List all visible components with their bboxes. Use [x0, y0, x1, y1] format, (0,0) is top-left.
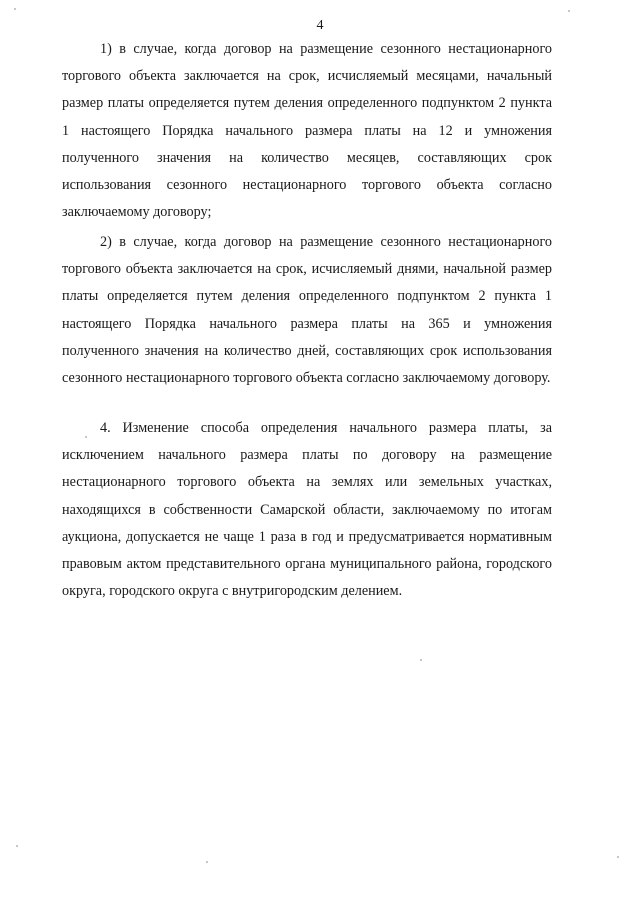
scan-speck	[420, 659, 422, 661]
scan-speck	[617, 856, 619, 858]
page-number: 4	[316, 18, 324, 33]
scan-speck	[206, 861, 208, 863]
paragraph-1: 1) в случае, когда договор на размещение сезонного нестационарного торгового объекта заключается на срок, исчисляемый месяцами, начальный размер платы определяется путем деления определенного подпунктом 2 пункта 1 настоящего Порядка начального размера платы на 12 и умножения полученного значения на количество месяцев, составляющих срок использования сезонного нестационарного торгового объекта согласно заключаемому договору;	[62, 41, 552, 221]
paragraph-1-block	[62, 36, 552, 226]
paragraph-2: 2) в случае, когда договор на размещение сезонного нестационарного торгового объекта заключается на срок, исчисляемый днями, начальной размер платы определяется путем деления определенного подпунктом 2 пункта 1 настоящего Порядка начального размера платы на 365 и умножения полученного значения на количество дней, составляющих срок использования сезонного нестационарного торгового объекта согласно заключаемому договору.	[62, 234, 552, 387]
paragraph-3-block	[62, 415, 552, 605]
paragraph-2-block	[62, 229, 552, 392]
scan-speck	[16, 845, 18, 847]
scan-speck	[568, 10, 570, 12]
scan-speck	[85, 436, 87, 438]
scan-speck	[14, 8, 16, 10]
paragraph-3: 4. Изменение способа определения начального размера платы, за исключением начального размера платы по договору на размещение нестационарного торгового объекта на землях или земельных участках, находящихся в собственности Самарской области, заключаемому по итогам аукциона, допускается не чаще 1 раза в год и предусматривается нормативным правовым актом представительного органа муниципального района, городского округа, городского округа с внутригородским делением.	[62, 420, 552, 600]
